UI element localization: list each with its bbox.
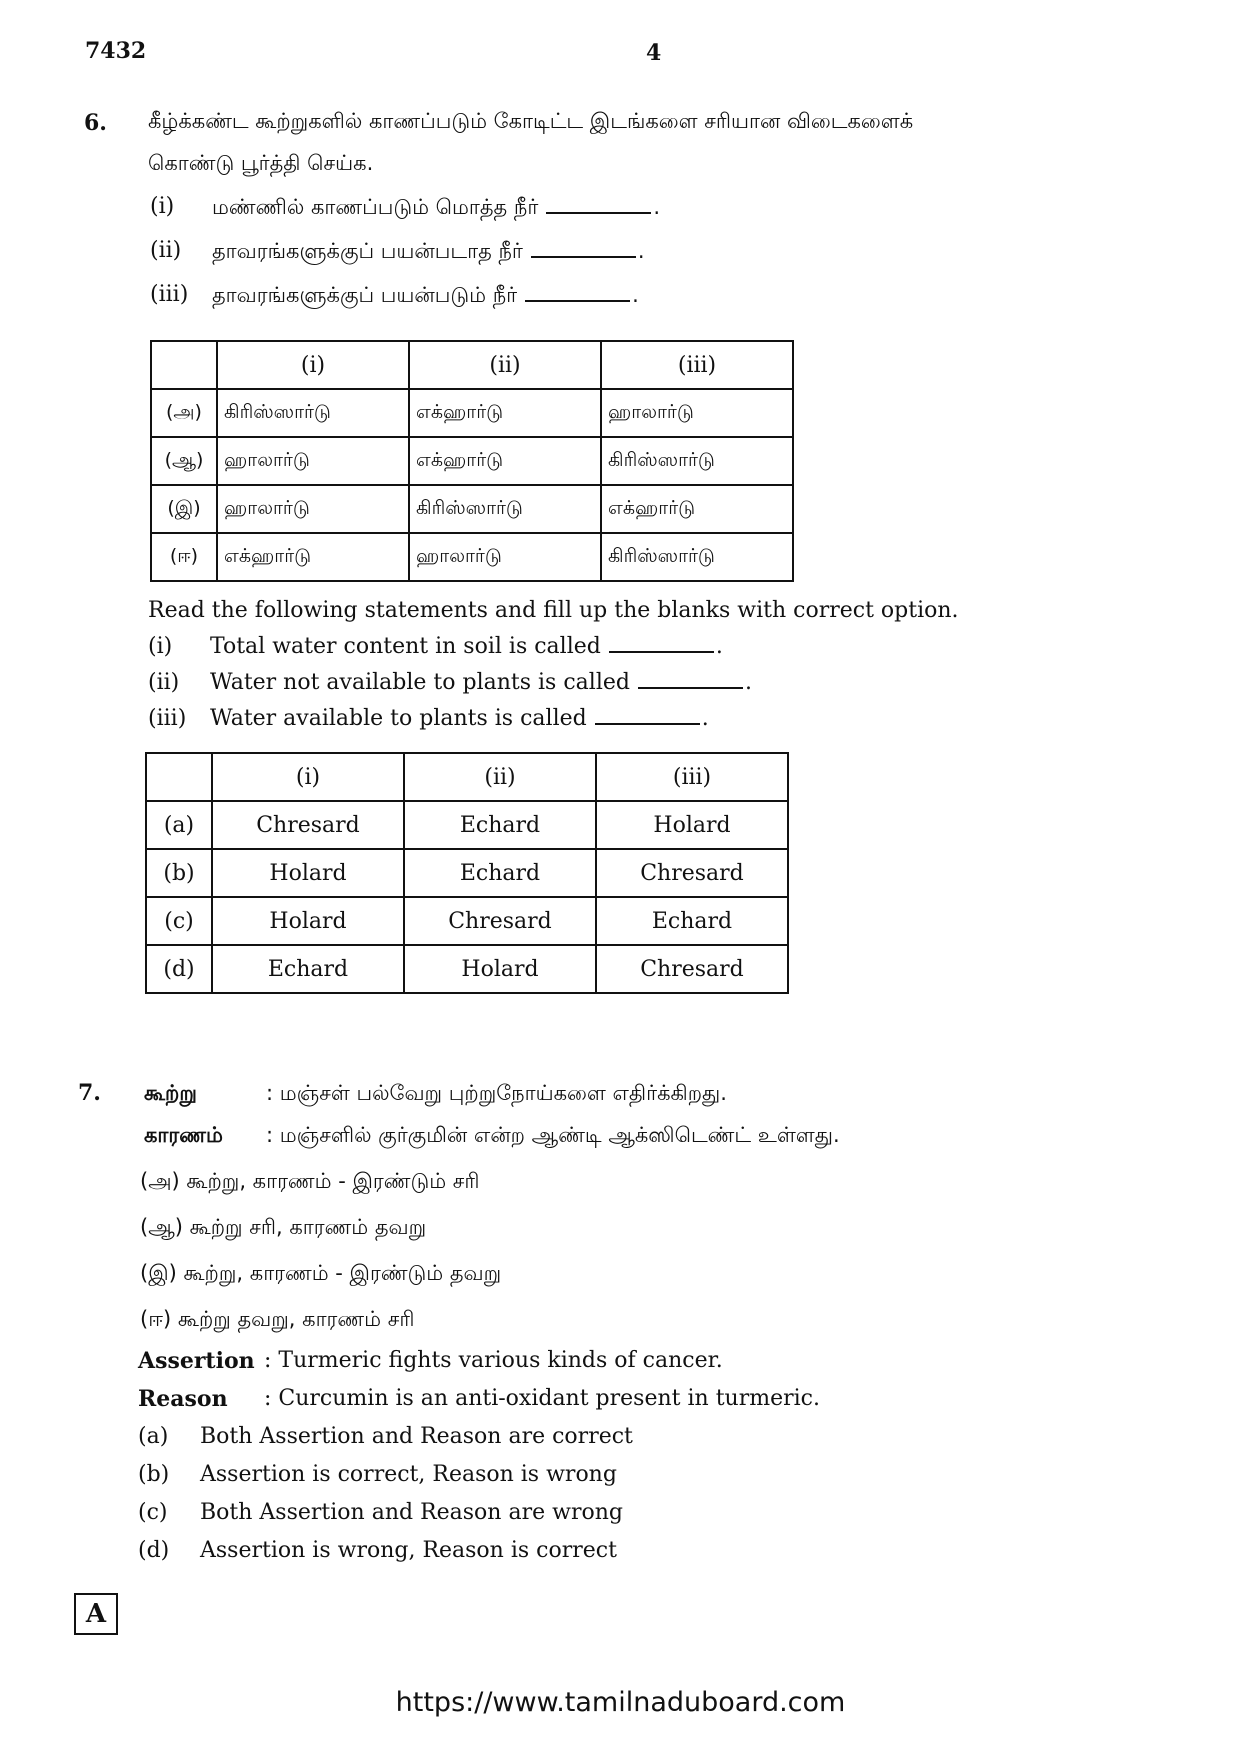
table-row — [151, 533, 793, 581]
table-row — [146, 897, 788, 945]
q6-en-item-2: Water not available to plants is called . — [210, 670, 752, 695]
table-cell: எக்ஹார்டு — [601, 485, 793, 533]
table-cell: Holard — [404, 945, 596, 993]
table-cell: ஹாலார்டு — [217, 485, 409, 533]
blank-line — [609, 633, 714, 653]
option-label: (அ) — [151, 389, 217, 437]
q7-ta-reason-label: காரணம் — [144, 1123, 223, 1147]
q6-en-item-1: Total water content in soil is called . — [210, 634, 723, 659]
question-6-number: 6. — [84, 110, 107, 136]
q7-ta-option-3: (இ) கூற்று, காரணம் - இரண்டும் தவறு — [140, 1261, 502, 1285]
table-row — [151, 437, 793, 485]
table-header-cell — [146, 753, 212, 801]
option-label: (d) — [146, 945, 212, 993]
option-label: (c) — [146, 897, 212, 945]
table-cell: Echard — [596, 897, 788, 945]
q6-ta-item-3: தாவரங்களுக்குப் பயன்படும் நீர் . — [212, 283, 639, 307]
q6-en-item-1-label: (i) — [148, 634, 173, 659]
option-label: (ஆ) — [151, 437, 217, 485]
table-header-cell: (ii) — [409, 341, 601, 389]
q6-ta-item-2: தாவரங்களுக்குப் பயன்படாத நீர் . — [212, 239, 645, 263]
blank-line — [595, 705, 700, 725]
blank-line — [546, 194, 651, 214]
table-cell: Echard — [404, 801, 596, 849]
question-7-number: 7. — [78, 1080, 101, 1106]
q7-en-option-2-label: (b) — [138, 1462, 170, 1487]
blank-line — [531, 238, 636, 258]
table-header-row — [151, 341, 793, 389]
q7-ta-assertion-label: கூற்று — [144, 1081, 197, 1105]
q7-en-option-3: Both Assertion and Reason are wrong — [200, 1500, 623, 1525]
table-cell: ஹாலார்டு — [409, 533, 601, 581]
option-label: (ஈ) — [151, 533, 217, 581]
table-cell: எக்ஹார்டு — [217, 533, 409, 581]
blank-line — [525, 282, 630, 302]
q7-en-option-1-label: (a) — [138, 1424, 169, 1449]
q6-ta-item-1-label: (i) — [150, 194, 175, 219]
q6-en-item-2-label: (ii) — [148, 670, 180, 695]
table-cell: Chresard — [596, 849, 788, 897]
table-row — [146, 849, 788, 897]
blank-line — [638, 669, 743, 689]
table-cell: Echard — [404, 849, 596, 897]
q6-ta-intro-line1: கீழ்க்கண்ட கூற்றுகளில் காணப்படும் கோடிட்ட இடங்களை சரியான விடைகளைக் — [148, 109, 914, 133]
q6-ta-item-3-label: (iii) — [150, 282, 189, 307]
table-cell: Echard — [212, 945, 404, 993]
table-header-cell: (ii) — [404, 753, 596, 801]
q7-en-option-4: Assertion is wrong, Reason is correct — [200, 1538, 617, 1563]
table-header-cell: (iii) — [601, 341, 793, 389]
table-cell: Chresard — [404, 897, 596, 945]
q7-en-option-4-label: (d) — [138, 1538, 170, 1563]
q7-en-option-2: Assertion is correct, Reason is wrong — [200, 1462, 617, 1487]
table-row — [146, 945, 788, 993]
option-label: (a) — [146, 801, 212, 849]
table-cell: கிரிஸ்ஸார்டு — [601, 437, 793, 485]
option-label: (இ) — [151, 485, 217, 533]
q7-en-reason-label: Reason — [138, 1386, 228, 1412]
q7-en-option-3-label: (c) — [138, 1500, 168, 1525]
q6-ta-item-2-label: (ii) — [150, 238, 182, 263]
table-cell: கிரிஸ்ஸார்டு — [601, 533, 793, 581]
q7-en-assertion-label: Assertion — [138, 1348, 255, 1374]
table-cell: ஹாலார்டு — [601, 389, 793, 437]
q7-en-option-1: Both Assertion and Reason are correct — [200, 1424, 633, 1449]
table-header-row — [146, 753, 788, 801]
section-marker-box: A — [74, 1593, 118, 1635]
table-cell: எக்ஹார்டு — [409, 389, 601, 437]
q7-ta-option-1: (அ) கூற்று, காரணம் - இரண்டும் சரி — [140, 1169, 480, 1193]
q6-en-item-3-label: (iii) — [148, 706, 187, 731]
q7-ta-assertion: : மஞ்சள் பல்வேறு புற்றுநோய்களை எதிர்க்கிறது. — [266, 1081, 727, 1105]
table-row — [151, 389, 793, 437]
table-cell: Holard — [212, 897, 404, 945]
table-cell: கிரிஸ்ஸார்டு — [409, 485, 601, 533]
table-row — [151, 485, 793, 533]
table-header-cell: (i) — [212, 753, 404, 801]
table-header-cell — [151, 341, 217, 389]
q6-en-options-table — [145, 752, 789, 994]
q7-ta-reason: : மஞ்சளில் குர்குமின் என்ற ஆண்டி ஆக்ஸிடெண்ட் உள்ளது. — [266, 1123, 840, 1147]
q6-ta-intro-line2: கொண்டு பூர்த்தி செய்க. — [148, 151, 374, 175]
paper-code: 7432 — [85, 38, 147, 64]
table-header-cell: (i) — [217, 341, 409, 389]
table-row — [146, 801, 788, 849]
q6-en-item-3: Water available to plants is called . — [210, 706, 709, 731]
footer-url: https://www.tamilnaduboard.com — [395, 1687, 846, 1718]
option-label: (b) — [146, 849, 212, 897]
table-header-cell: (iii) — [596, 753, 788, 801]
q7-en-assertion: : Turmeric fights various kinds of cancer. — [264, 1348, 723, 1373]
table-cell: ஹாலார்டு — [217, 437, 409, 485]
q6-ta-options-table — [150, 340, 794, 582]
page-number: 4 — [646, 40, 662, 66]
table-cell: Holard — [596, 801, 788, 849]
q7-en-reason: : Curcumin is an anti-oxidant present in turmeric. — [264, 1386, 820, 1411]
table-cell: எக்ஹார்டு — [409, 437, 601, 485]
table-cell: Chresard — [596, 945, 788, 993]
q6-ta-item-1: மண்ணில் காணப்படும் மொத்த நீர் . — [212, 195, 661, 219]
q7-ta-option-2: (ஆ) கூற்று சரி, காரணம் தவறு — [140, 1215, 427, 1239]
table-cell: Holard — [212, 849, 404, 897]
q6-en-intro: Read the following statements and fill up the blanks with correct option. — [148, 598, 959, 623]
table-cell: கிரிஸ்ஸார்டு — [217, 389, 409, 437]
q7-ta-option-4: (ஈ) கூற்று தவறு, காரணம் சரி — [140, 1307, 415, 1331]
table-cell: Chresard — [212, 801, 404, 849]
